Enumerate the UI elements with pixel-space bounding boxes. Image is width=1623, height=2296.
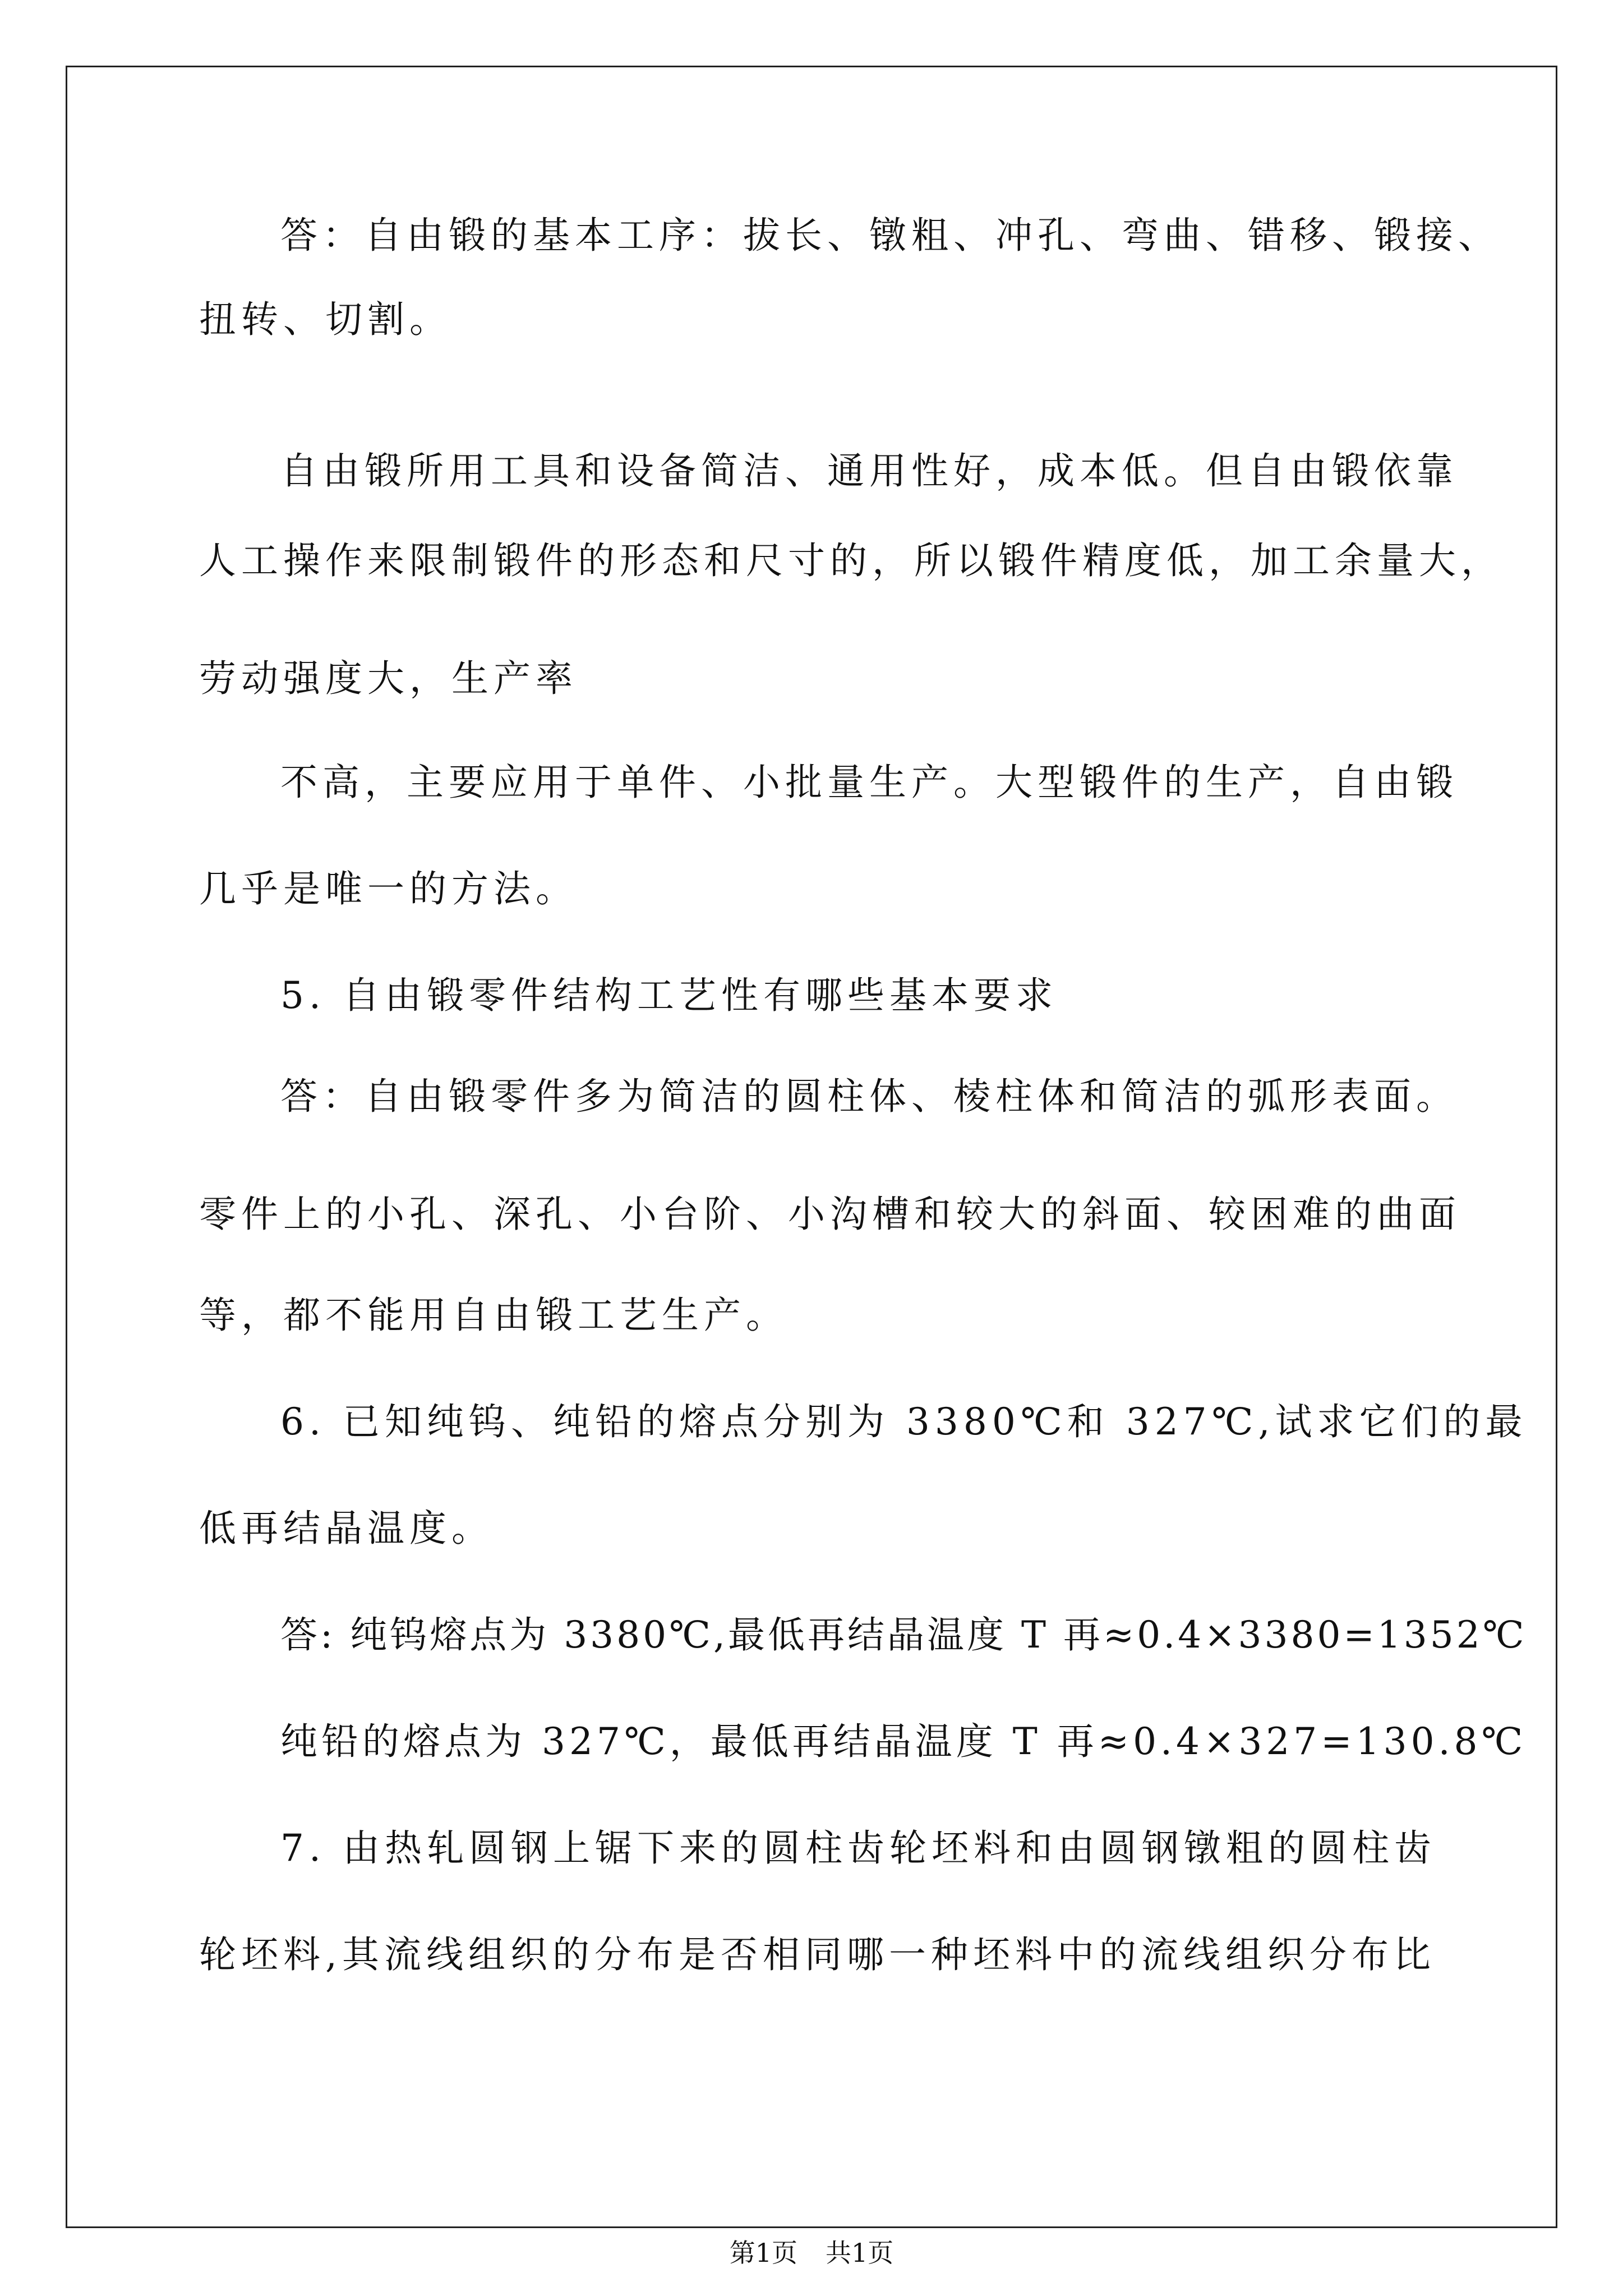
text-line-7: 几乎是唯一的方法。 (199, 867, 578, 910)
text-line-13: 低再结晶温度。 (199, 1507, 494, 1550)
text-line-2: 扭转、切割。 (199, 298, 451, 341)
page-number: 第1页 (729, 2238, 797, 2268)
page-border (66, 66, 1557, 2228)
text-line-17: 轮坯料,其流线组织的分布是否相同哪一种坯料中的流线组织分布比 (199, 1933, 1436, 1976)
text-line-16: 7. 由热轧圆钢上锯下来的圆柱齿轮坯料和由圆钢镦粗的圆柱齿 (280, 1826, 1436, 1870)
text-line-14: 答: 纯钨熔点为 3380℃,最低再结晶温度 T 再≈0.4×3380=1352℃ (280, 1613, 1527, 1657)
text-line-8: 5. 自由锻零件结构工艺性有哪些基本要求 (280, 974, 1058, 1017)
text-line-12: 6. 已知纯钨、纯铅的熔点分别为 3380℃和 327℃,试求它们的最 (280, 1400, 1528, 1443)
text-line-5: 劳动强度大，生产率 (199, 657, 578, 700)
text-line-1: 答：自由锻的基本工序：拔长、镦粗、冲孔、弯曲、错移、锻接、 (280, 214, 1500, 257)
page-total: 共1页 (826, 2238, 894, 2268)
text-line-3: 自由锻所用工具和设备简洁、通用性好，成本低。但自由锻依靠 (280, 449, 1458, 493)
text-line-9: 答：自由锻零件多为简洁的圆柱体、棱柱体和简洁的弧形表面。 (280, 1075, 1458, 1118)
text-line-6: 不高，主要应用于单件、小批量生产。大型锻件的生产，自由锻 (280, 761, 1458, 804)
text-line-15: 纯铅的熔点为 327℃，最低再结晶温度 T 再≈0.4×327=130.8℃ (280, 1720, 1527, 1763)
text-line-4: 人工操作来限制锻件的形态和尺寸的，所以锻件精度低，加工余量大， (199, 539, 1503, 582)
text-line-11: 等，都不能用自由锻工艺生产。 (199, 1294, 788, 1337)
text-line-10: 零件上的小孔、深孔、小台阶、小沟槽和较大的斜面、较困难的曲面 (199, 1193, 1461, 1236)
page-footer (0, 2236, 1623, 2270)
